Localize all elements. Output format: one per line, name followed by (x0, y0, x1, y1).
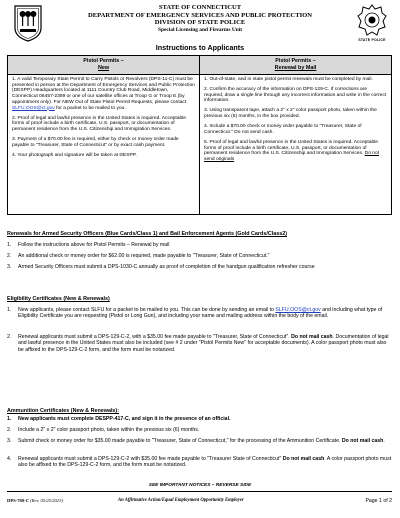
renewal-step-1: 1. Out-of-state, and in state pistol permit renewals must be completed by mail. (204, 77, 373, 82)
ammunition-title: Ammunition Certificates (New & Renewals): (7, 408, 120, 414)
new-permits-cell (8, 75, 200, 215)
employer-statement: An Affirmative Action/Equal Employment Opportunity Employer (118, 498, 244, 503)
new-step-1: 1. A valid Temporary State Permit to Carry Pistols or Revolvers (DPS-11-C) must be presented in person at the Department of Emergency Services and Public Protection (DESPP) Headquarters located at 1111 Country Club Road, Middletown, Connecticut 06457-2389 or one of our satellite offices at Troop G or Troop E (by appointment only). For NEW Out of State Pistol Permit Requests, please contact SLFU.OOS@ct.gov for a packet to be mailed to you. (12, 77, 195, 111)
agency-header (48, 4, 352, 34)
renewal-permits-cell (200, 75, 392, 215)
pistol-permits-table (7, 55, 392, 215)
state-police-badge-icon (357, 4, 387, 40)
badge-caption: STATE POLICE (358, 38, 386, 42)
state-name: STATE OF CONNECTICUT (158, 4, 242, 11)
page-number: Page 1 of 2 (365, 498, 392, 504)
new-permits-header (8, 56, 200, 75)
connecticut-seal-icon (13, 4, 43, 42)
new-step-3: 3. Payment of a $70.00 fee is required, either by check or money order made payable to "Treasurer, State of Connecticut" or by exact cash payment. (12, 136, 179, 148)
form-number: DPS-769-C (Rev. 05/25/2023) (7, 498, 63, 503)
new-step-4: 4. Your photograph and signature will be taken at DESPP. (12, 152, 137, 158)
renewal-step-2: 2. Confirm the accuracy of the information on DPS-129-C. If corrections are required, draw a single line through any incorrect information and write in the correct information. (204, 87, 387, 104)
division-name: DIVISION OF STATE POLICE (154, 19, 246, 27)
oos-email-link[interactable]: SLFU.OOS@ct.gov (12, 105, 55, 111)
renewal-permits-header-line1: Pistol Permits – (275, 58, 316, 65)
footer-divider (7, 491, 392, 492)
new-permits-header-line2: New (97, 65, 110, 71)
reverse-side-notice: SEE IMPORTANT NOTICES – REVERSE SIDE (148, 483, 252, 488)
armed-renewals-title: Renewals for Armed Security Officers (Blue Cards/Class 1) and Bail Enforcement Agents (Gold Cards/Class2) (7, 231, 287, 237)
renewal-step-3: 3. Using transparent tape, attach a 2" x 2" color passport photo, taken within the previous six (6) months, in the box provided. (204, 108, 377, 120)
new-step-2: 2. Proof of legal and lawful presence in the United States is required. Acceptable forms of proof include a birth certificate, U.S. passport, or documentation of permanent residence from the U.S. Citizenship and Immigration Services. (12, 115, 186, 132)
renewal-permits-header-line2: Renewal by Mail (274, 65, 317, 71)
renewal-permits-header (200, 56, 392, 75)
department-name: DEPARTMENT OF EMERGENCY SERVICES AND PUBLIC PROTECTION (87, 11, 313, 19)
new-permits-header-line1: Pistol Permits – (83, 58, 124, 65)
page-title: Instructions to Applicants (155, 43, 245, 52)
renewal-step-5: 5. Proof of legal and lawful presence in the United States is required. Acceptable forms of proof include a birth certificate, U.S. passport, or documentation of permanent residence from the U.S. Citizenship and Immigration Services. Do not send originals (204, 139, 380, 162)
unit-name: Special Licensing and Firearms Unit (157, 26, 243, 33)
eligibility-title: Eligibility Certificates (New & Renewals) (7, 296, 110, 302)
oos-email-link[interactable]: SLFU.OOS@ct.gov (275, 307, 321, 313)
document-page: STATE OF CONNECTICUT DEPARTMENT OF EMERGENCY SERVICES AND PUBLIC PROTECTION DIVISION OF STATE POLICE Special Licensing and Firearms Unit STATE POLICE Instructions to Applicants Pistol Permits – New Pistol Permits – Renewal by Mail 1. A valid Temporary State Permit to Carry Pistols or Revolvers (DPS-11-C) must be presented in person at the Department of Emergency Services and Public Protection (DESPP) Headquarters located at 1111 Country Club Road, Middletown, Connecticut 06457-2389 or one of our satellite offices at Troop G or Troop E (by appointment only). For NEW Out of State Pistol Permit Requests, please contact SLFU.OOS@ct.gov for a packet to be mailed to you. 2. Proof of legal and lawful presence in the United States is required. Acceptable forms of proof include a birth certificate, U.S. passport, or documentation of permanent residence from the U.S. Citizenship and Immigration Services. 3. Payment of a $70.00 fee is required, either by check or money order made payable to "Treasurer, State of Connecticut" or by exact cash payment. 4. Your photograph and signature will be taken at DESPP. 1. Out-of-state, and in state pistol permit renewals must be completed by mail. 2. Confirm the accuracy of the information on DPS-129-C. If corrections are required, draw a single line through any incorrect information and write in the correct information. 3. Using transparent tape, attach a 2" x 2" color passport photo, taken within the previous six (6) months, in the box provided. 4. Include a $70.00 check or money order payable to "Treasurer, State of Connecticut." Do not send cash. 5. Proof of legal and lawful presence in the United States is required. Acceptable forms of proof include a birth certificate, U.S. passport, or documentation of permanent residence from the U.S. Citizenship and Immigration Services. Do not send originals Renewals for Armed Security Officers (Blue Cards/Class 1) and Bail Enforcement Agents (Gold Cards/Class2) 1. Follow the instructions above for Pistol Permits – Renewal by mail 2. An additional check or money order for $62.00 is required, made payable to "Treasurer, State of Connecticut." 3. Armed Security Officers must submit a DPS-1030-C annually as proof of completion of the handgun qualification refresher course Eligibility Certificates (New & Renewals) 1. New applicants, please contact SLFU for a packet to be mailed to you. This can be done by sending an email to SLFU.OOS@ct.gov and including what type of Eligibility Certificate you are requesting (Pistol or Long Gun), and including your name and mailing address within the body of the email. 2. Renewal applicants must submit a DPS-129-C-2, with a $35.00 fee made payable to "Treasurer, State of Connecticut". Do not mail cash. Documentation of legal and lawful presence in the United States must also be included (see # 2 under "Pistol Permits New" for acceptable documents). A color passport photo must also be affixed to the DPS-129-C-2 form, and the form must be notarized. Ammunition Certificates (New & Renewals): 1. New applicants must complete DESPP-417-C, and sign it in the presence of an official. 2. Include a 2" x 2" color passport photo, taken within the previous six (6) months. 3. Submit check or money order for $35.00 made payable to "Treasurer, State of Connecticut," for the processing of the Ammunition Certificate. Do not mail cash. 4. Renewal applicants must submit a DPS-129-C-2 with $35.00 fee made payable to "Treasurer State of Connecticut" Do not mail cash. A color passport photo must also be affixed to the DPS-129-C-2 form, and the form must be notarized. SEE IMPORTANT NOTICES – REVERSE SIDE DPS-769-C (Rev. 05/25/2023) An Affirmative Action/Equal Employment Opportunity Employer Page 1 of 2 (0, 0, 400, 518)
renewal-step-4: 4. Include a $70.00 check or money order payable to "Treasurer, State of Connecticut." Do not send cash. (204, 124, 362, 135)
